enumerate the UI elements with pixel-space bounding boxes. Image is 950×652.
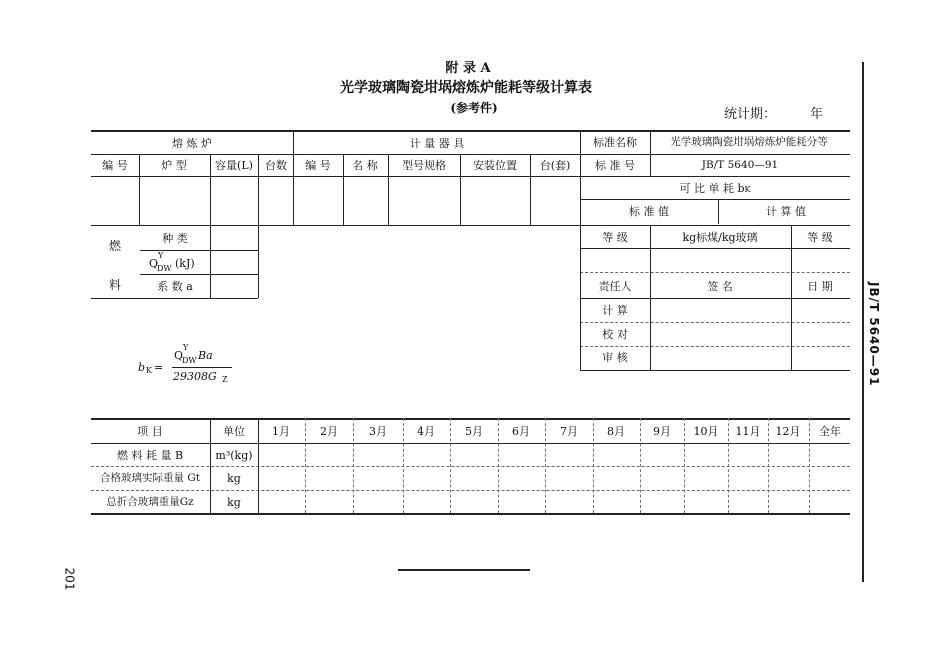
- monthly-unit-header: 单位: [223, 425, 245, 438]
- fuel-coefficient-label: 系 数 a: [157, 280, 193, 293]
- upper-header-rule-2: [91, 176, 850, 177]
- grade-col-2: [791, 225, 792, 370]
- formula-num-rest: Ba: [198, 349, 213, 362]
- date-label: 日 期: [807, 280, 833, 293]
- monthly-row-fuel-unit: m³(kg): [215, 449, 253, 462]
- stat-period-label: 统计期：: [724, 107, 777, 122]
- check-label: 校 对: [602, 328, 628, 341]
- review-label: 审 核: [602, 351, 628, 364]
- month-header-11: 11月: [735, 425, 761, 438]
- responsible-person-label: 责任人: [598, 280, 632, 293]
- meter-col-1: [343, 154, 344, 225]
- standard-code-value: JB/T 5640—91: [701, 159, 779, 171]
- page-number: 201: [62, 567, 77, 591]
- page-title: 光学玻璃陶瓷坩埚熔炼炉能耗等级计算表: [340, 80, 592, 96]
- formula-den-sub: Z: [222, 375, 228, 384]
- upper-top-rule: [91, 130, 850, 132]
- formula-num-q: Q: [174, 349, 184, 362]
- monthly-row-fuel-name: 燃 料 耗 量 B: [116, 449, 184, 462]
- furnace-group-header: 熔 炼 炉: [172, 137, 212, 150]
- review-rule: [580, 370, 850, 371]
- standard-value-label: 标 准 值: [629, 205, 669, 218]
- month-col-4: [450, 418, 451, 513]
- comparable-consumption-sub: K: [744, 185, 751, 194]
- formula-lhs-sub: K: [146, 366, 152, 375]
- footer-rule: [398, 569, 530, 571]
- monthly-row-glass-total-unit: kg: [227, 496, 241, 509]
- month-col-6: [545, 418, 546, 513]
- grade-unit-label: kg标煤/kg玻璃: [682, 231, 758, 244]
- month-col-10: [728, 418, 729, 513]
- month-header-7: 7月: [560, 425, 578, 438]
- upper-header-rule: [91, 154, 850, 155]
- monthly-col-unit: [258, 418, 259, 513]
- monthly-col-item: [210, 418, 211, 513]
- meter-col-2: [388, 154, 389, 225]
- compare-rule: [580, 199, 850, 200]
- standard-name-value: 光学玻璃陶瓷坩埚熔炼炉能耗分等: [670, 136, 828, 148]
- grade-label: 等 级: [602, 231, 628, 244]
- monthly-row-rule-2: [91, 490, 850, 491]
- grade-value-rule: [580, 272, 850, 273]
- calc-rule: [580, 322, 850, 323]
- person-rule: [580, 298, 850, 299]
- month-col-8: [640, 418, 641, 513]
- left-block-rule: [91, 225, 850, 226]
- fuel-heat-label: [147, 252, 209, 274]
- formula-denominator: 29308G: [173, 370, 217, 383]
- formula-fraction-bar: [172, 367, 232, 368]
- monthly-row-glass-actual-name: 合格玻璃实际重量 Gt: [100, 472, 200, 484]
- month-header-12: 12月: [775, 425, 801, 438]
- calculated-value-label: 计 算 值: [766, 205, 806, 218]
- calculation-label: 计 算: [602, 304, 628, 317]
- month-col-7: [593, 418, 594, 513]
- appendix-heading: 附 录 A: [445, 61, 491, 76]
- meter-units-header: 台(套): [539, 159, 571, 172]
- month-col-11: [768, 418, 769, 513]
- furnace-col-1: [139, 154, 140, 225]
- grade-col-1: [650, 225, 651, 370]
- side-standard-code: JB/T 5640—91: [867, 282, 881, 387]
- furnace-capacity-header: 容量(L): [215, 159, 253, 172]
- month-header-2: 2月: [320, 425, 338, 438]
- fuel-kind-label: 种 类: [162, 232, 188, 245]
- grade-label-2: 等 级: [807, 231, 833, 244]
- month-header-4: 4月: [417, 425, 435, 438]
- month-header-1: 1月: [272, 425, 290, 438]
- formula-lhs: b: [138, 361, 146, 374]
- monthly-bottom-rule: [91, 513, 850, 515]
- compare-col: [718, 199, 719, 224]
- page-subtitle: (参考件): [450, 101, 498, 115]
- comparable-consumption-label: [679, 183, 750, 194]
- signature-label: 签 名: [707, 280, 733, 293]
- monthly-top-rule: [91, 418, 850, 420]
- side-rule: [862, 62, 864, 582]
- fuel-label-bottom: 料: [108, 278, 122, 292]
- year-label: 年: [810, 107, 824, 122]
- right-block-left-edge: [580, 130, 581, 370]
- month-header-3: 3月: [369, 425, 387, 438]
- formula-equals: =: [154, 361, 164, 374]
- comparable-consumption-text: 可 比 单 耗 b: [679, 182, 745, 195]
- meter-number-header: 编 号: [305, 159, 331, 172]
- furnace-col-3: [258, 154, 259, 298]
- fuel-label-top: 燃: [108, 239, 122, 253]
- month-col-9: [684, 418, 685, 513]
- month-col-12: [809, 418, 810, 513]
- furnace-meter-divider: [293, 130, 294, 225]
- month-col-3: [403, 418, 404, 513]
- meter-name-header: 名 称: [352, 159, 378, 172]
- heat-sub: DW: [157, 264, 172, 273]
- standard-col: [650, 130, 651, 176]
- month-header-8: 8月: [607, 425, 625, 438]
- heat-sup: Y: [158, 251, 164, 260]
- meter-location-header: 安装位置: [473, 159, 517, 172]
- meter-model-header: 型号规格: [402, 159, 446, 172]
- month-header-6: 6月: [512, 425, 530, 438]
- fuel-rule-2: [140, 274, 258, 275]
- formula: [136, 344, 236, 384]
- fuel-bottom-rule: [91, 298, 258, 299]
- month-col-5: [498, 418, 499, 513]
- month-header-total: 全年: [819, 425, 841, 438]
- standard-code-label: 标 准 号: [595, 159, 635, 172]
- check-rule: [580, 346, 850, 347]
- meter-group-header: 计 量 器 具: [409, 137, 465, 150]
- month-header-9: 9月: [653, 425, 671, 438]
- meter-col-3: [460, 154, 461, 225]
- furnace-type-header: 炉 型: [161, 159, 187, 172]
- monthly-header-rule: [91, 443, 850, 444]
- grade-rule: [580, 248, 850, 249]
- standard-name-label: 标准名称: [593, 136, 637, 149]
- meter-col-4: [530, 154, 531, 225]
- monthly-item-header: 项 目: [137, 425, 163, 438]
- monthly-row-glass-actual-unit: kg: [227, 472, 241, 485]
- formula-num-sub: DW: [182, 356, 197, 365]
- month-header-5: 5月: [465, 425, 483, 438]
- furnace-count-header: 台数: [265, 159, 287, 172]
- month-col-2: [353, 418, 354, 513]
- monthly-row-rule-1: [91, 466, 850, 467]
- formula-num-sup: Y: [183, 343, 189, 352]
- monthly-row-glass-total-name: 总折合玻璃重量Gz: [106, 496, 194, 508]
- month-col-1: [305, 418, 306, 513]
- month-header-10: 10月: [693, 425, 719, 438]
- furnace-col-2: [210, 154, 211, 298]
- heat-q: Q: [149, 257, 159, 270]
- furnace-number-header: 编 号: [102, 159, 128, 172]
- heat-unit: (kJ): [175, 257, 195, 270]
